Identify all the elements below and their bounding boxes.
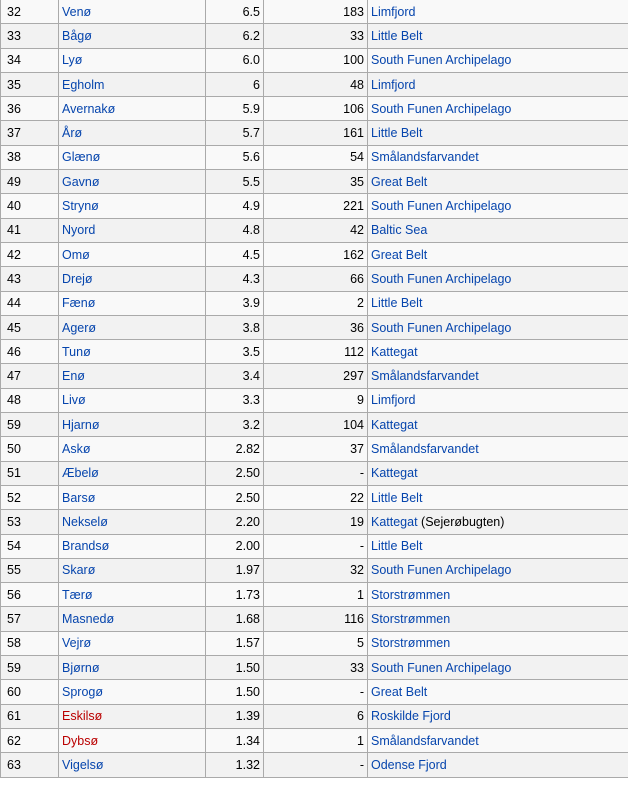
area-cell: 5.5 xyxy=(206,170,264,194)
water-body-cell xyxy=(368,194,628,218)
table-row xyxy=(1,315,628,339)
table-row xyxy=(1,680,628,704)
island-name-cell xyxy=(59,510,206,534)
island-name-cell xyxy=(59,728,206,752)
island-name-cell xyxy=(59,218,206,242)
island-name-cell xyxy=(59,704,206,728)
population-cell: 22 xyxy=(264,485,368,509)
rank-cell: 44 xyxy=(1,291,59,315)
area-cell: 6 xyxy=(206,72,264,96)
population-cell: 162 xyxy=(264,242,368,266)
water-body-cell xyxy=(368,704,628,728)
island-name-cell xyxy=(59,413,206,437)
water-body-link[interactable]: Smålandsfarvandet xyxy=(371,441,479,456)
water-body-link[interactable]: Limfjord xyxy=(371,393,416,408)
island-name-cell xyxy=(59,534,206,558)
water-body-cell xyxy=(368,583,628,607)
water-body-cell xyxy=(368,170,628,194)
water-body-link[interactable]: South Funen Archipelago xyxy=(371,53,512,68)
table-row xyxy=(1,558,628,582)
island-link[interactable]: Strynø xyxy=(62,199,99,214)
population-cell: 33 xyxy=(264,656,368,680)
population-cell: 104 xyxy=(264,413,368,437)
water-body-cell xyxy=(368,753,628,777)
population-cell: 66 xyxy=(264,267,368,291)
rank-cell: 37 xyxy=(1,121,59,145)
island-link[interactable]: Hjarnø xyxy=(62,417,100,432)
water-body-link[interactable]: Kattegat xyxy=(371,417,418,432)
area-cell: 5.7 xyxy=(206,121,264,145)
water-body-link[interactable]: Little Belt xyxy=(371,28,423,43)
rank-cell: 54 xyxy=(1,534,59,558)
island-name-cell xyxy=(59,558,206,582)
island-name-cell xyxy=(59,121,206,145)
table-row xyxy=(1,291,628,315)
table-row xyxy=(1,388,628,412)
water-body-cell xyxy=(368,558,628,582)
water-body-link[interactable]: Great Belt xyxy=(371,174,428,189)
water-body-cell xyxy=(368,656,628,680)
water-body-link[interactable]: Kattegat xyxy=(371,344,418,359)
island-link[interactable]: Nyord xyxy=(62,223,96,238)
area-cell: 4.3 xyxy=(206,267,264,291)
population-cell: 2 xyxy=(264,291,368,315)
area-cell: 3.5 xyxy=(206,340,264,364)
water-body-link[interactable]: South Funen Archipelago xyxy=(371,320,512,335)
population-cell: 116 xyxy=(264,607,368,631)
table-row xyxy=(1,534,628,558)
rank-cell: 63 xyxy=(1,753,59,777)
rank-cell: 43 xyxy=(1,267,59,291)
table-row xyxy=(1,218,628,242)
table-row xyxy=(1,510,628,534)
population-cell: - xyxy=(264,753,368,777)
island-link[interactable]: Gavnø xyxy=(62,174,100,189)
island-name-cell xyxy=(59,267,206,291)
table-row xyxy=(1,242,628,266)
area-cell: 4.8 xyxy=(206,218,264,242)
island-link[interactable]: Årø xyxy=(62,126,83,141)
population-cell: - xyxy=(264,534,368,558)
rank-cell: 56 xyxy=(1,583,59,607)
water-body-cell xyxy=(368,97,628,121)
water-body-link[interactable]: Little Belt xyxy=(371,539,423,554)
islands-table-body xyxy=(1,0,628,777)
table-row xyxy=(1,145,628,169)
water-body-cell xyxy=(368,145,628,169)
population-cell: 161 xyxy=(264,121,368,145)
table-row xyxy=(1,607,628,631)
table-row xyxy=(1,121,628,145)
water-body-link[interactable]: Little Belt xyxy=(371,296,423,311)
table-row xyxy=(1,48,628,72)
rank-cell: 50 xyxy=(1,437,59,461)
water-body-link[interactable]: Kattegat xyxy=(371,466,418,481)
island-link[interactable]: Fænø xyxy=(62,296,96,311)
population-cell: 221 xyxy=(264,194,368,218)
island-name-cell xyxy=(59,24,206,48)
water-body-cell xyxy=(368,485,628,509)
island-name-cell xyxy=(59,388,206,412)
island-name-cell xyxy=(59,72,206,96)
area-cell: 6.5 xyxy=(206,0,264,24)
water-body-link[interactable]: South Funen Archipelago xyxy=(371,660,512,675)
water-body-link[interactable]: Limfjord xyxy=(371,77,416,92)
water-body-link[interactable]: Storstrømmen xyxy=(371,587,451,602)
population-cell: 48 xyxy=(264,72,368,96)
area-cell: 3.2 xyxy=(206,413,264,437)
rank-cell: 32 xyxy=(1,0,59,24)
water-body-cell xyxy=(368,631,628,655)
area-cell: 4.9 xyxy=(206,194,264,218)
rank-cell: 34 xyxy=(1,48,59,72)
area-cell: 3.4 xyxy=(206,364,264,388)
rank-cell: 49 xyxy=(1,170,59,194)
area-cell: 5.9 xyxy=(206,97,264,121)
table-row xyxy=(1,728,628,752)
island-link[interactable]: Sprogø xyxy=(62,684,103,699)
water-body-link[interactable]: Baltic Sea xyxy=(371,223,428,238)
island-link[interactable]: Dybsø xyxy=(62,733,99,748)
island-link[interactable]: Enø xyxy=(62,369,85,384)
table-row xyxy=(1,170,628,194)
island-link[interactable]: Tærø xyxy=(62,587,93,602)
population-cell: 42 xyxy=(264,218,368,242)
water-body-cell xyxy=(368,607,628,631)
table-row xyxy=(1,631,628,655)
water-body-link[interactable]: Roskilde Fjord xyxy=(371,709,451,724)
area-cell: 1.73 xyxy=(206,583,264,607)
island-name-cell xyxy=(59,753,206,777)
area-cell: 1.39 xyxy=(206,704,264,728)
water-body-link[interactable]: Great Belt xyxy=(371,247,428,262)
area-cell: 1.34 xyxy=(206,728,264,752)
rank-cell: 46 xyxy=(1,340,59,364)
rank-cell: 33 xyxy=(1,24,59,48)
island-name-cell xyxy=(59,607,206,631)
water-body-cell xyxy=(368,121,628,145)
population-cell: 54 xyxy=(264,145,368,169)
island-name-cell xyxy=(59,340,206,364)
population-cell: - xyxy=(264,461,368,485)
water-body-cell xyxy=(368,461,628,485)
population-cell: 112 xyxy=(264,340,368,364)
island-name-cell xyxy=(59,0,206,24)
island-name-cell xyxy=(59,97,206,121)
island-name-cell xyxy=(59,291,206,315)
water-body-cell xyxy=(368,0,628,24)
island-name-cell xyxy=(59,170,206,194)
island-link[interactable]: Bågø xyxy=(62,28,92,43)
water-body-link[interactable]: Little Belt xyxy=(371,126,423,141)
rank-cell: 62 xyxy=(1,728,59,752)
rank-cell: 61 xyxy=(1,704,59,728)
population-cell: 19 xyxy=(264,510,368,534)
area-cell: 6.2 xyxy=(206,24,264,48)
rank-cell: 57 xyxy=(1,607,59,631)
water-body-link[interactable]: South Funen Archipelago xyxy=(371,199,512,214)
population-cell: 32 xyxy=(264,558,368,582)
table-row xyxy=(1,364,628,388)
area-cell: 2.50 xyxy=(206,461,264,485)
area-cell: 2.82 xyxy=(206,437,264,461)
population-cell: 6 xyxy=(264,704,368,728)
water-body-cell xyxy=(368,24,628,48)
island-link[interactable]: Eskilsø xyxy=(62,709,103,724)
island-name-cell xyxy=(59,485,206,509)
water-body-cell xyxy=(368,291,628,315)
rank-cell: 36 xyxy=(1,97,59,121)
population-cell: 36 xyxy=(264,315,368,339)
table-row xyxy=(1,24,628,48)
rank-cell: 51 xyxy=(1,461,59,485)
population-cell: 5 xyxy=(264,631,368,655)
table-row xyxy=(1,0,628,24)
rank-cell: 35 xyxy=(1,72,59,96)
island-link[interactable]: Nekselø xyxy=(62,514,108,529)
table-row xyxy=(1,194,628,218)
water-body-link[interactable]: South Funen Archipelago xyxy=(371,271,512,286)
water-body-link[interactable]: Limfjord xyxy=(371,4,416,19)
area-cell: 3.8 xyxy=(206,315,264,339)
island-link[interactable]: Lyø xyxy=(62,53,83,68)
water-body-cell xyxy=(368,315,628,339)
rank-cell: 53 xyxy=(1,510,59,534)
island-link[interactable]: Egholm xyxy=(62,77,105,92)
population-cell: - xyxy=(264,680,368,704)
table-row xyxy=(1,753,628,777)
rank-cell: 47 xyxy=(1,364,59,388)
island-name-cell xyxy=(59,315,206,339)
water-body-cell xyxy=(368,218,628,242)
water-body-link[interactable]: South Funen Archipelago xyxy=(371,563,512,578)
water-body-cell xyxy=(368,680,628,704)
rank-cell: 52 xyxy=(1,485,59,509)
water-body-cell xyxy=(368,267,628,291)
table-row xyxy=(1,340,628,364)
island-link[interactable]: Livø xyxy=(62,393,86,408)
rank-cell: 60 xyxy=(1,680,59,704)
area-cell: 1.50 xyxy=(206,656,264,680)
area-cell: 4.5 xyxy=(206,242,264,266)
table-row xyxy=(1,485,628,509)
rank-cell: 42 xyxy=(1,242,59,266)
water-body-link[interactable]: Smålandsfarvandet xyxy=(371,150,479,165)
area-cell: 2.50 xyxy=(206,485,264,509)
population-cell: 37 xyxy=(264,437,368,461)
water-body-link[interactable]: Little Belt xyxy=(371,490,423,505)
water-body-cell xyxy=(368,534,628,558)
island-link[interactable]: Brandsø xyxy=(62,539,110,554)
island-name-cell xyxy=(59,364,206,388)
island-link[interactable]: Skarø xyxy=(62,563,96,578)
area-cell: 5.6 xyxy=(206,145,264,169)
water-body-cell xyxy=(368,48,628,72)
population-cell: 100 xyxy=(264,48,368,72)
water-body-cell xyxy=(368,728,628,752)
rank-cell: 45 xyxy=(1,315,59,339)
island-link[interactable]: Tunø xyxy=(62,344,91,359)
area-cell: 1.32 xyxy=(206,753,264,777)
water-body-link[interactable]: Odense Fjord xyxy=(371,757,447,772)
island-link[interactable]: Venø xyxy=(62,4,92,19)
water-body-cell xyxy=(368,72,628,96)
island-link[interactable]: Askø xyxy=(62,441,91,456)
table-row xyxy=(1,656,628,680)
water-body-link[interactable]: Smålandsfarvandet xyxy=(371,369,479,384)
rank-cell: 48 xyxy=(1,388,59,412)
island-name-cell xyxy=(59,631,206,655)
island-link[interactable]: Avernakø xyxy=(62,101,116,116)
rank-cell: 59 xyxy=(1,413,59,437)
population-cell: 33 xyxy=(264,24,368,48)
population-cell: 297 xyxy=(264,364,368,388)
population-cell: 1 xyxy=(264,583,368,607)
area-cell: 1.57 xyxy=(206,631,264,655)
area-cell: 3.3 xyxy=(206,388,264,412)
area-cell: 2.00 xyxy=(206,534,264,558)
island-name-cell xyxy=(59,242,206,266)
table-row xyxy=(1,72,628,96)
table-row xyxy=(1,413,628,437)
water-body-link[interactable]: Kattegat xyxy=(371,514,418,529)
rank-cell: 59 xyxy=(1,656,59,680)
water-body-link[interactable]: Great Belt xyxy=(371,684,428,699)
island-link[interactable]: Agerø xyxy=(62,320,97,335)
island-name-cell xyxy=(59,680,206,704)
island-link[interactable]: Vejrø xyxy=(62,636,92,651)
table-row xyxy=(1,583,628,607)
water-body-cell xyxy=(368,340,628,364)
population-cell: 106 xyxy=(264,97,368,121)
water-body-link[interactable]: Storstrømmen xyxy=(371,636,451,651)
rank-cell: 55 xyxy=(1,558,59,582)
island-name-cell xyxy=(59,145,206,169)
rank-cell: 58 xyxy=(1,631,59,655)
area-cell: 3.9 xyxy=(206,291,264,315)
water-body-note: (Sejerøbugten) xyxy=(417,514,505,529)
island-link[interactable]: Vigelsø xyxy=(62,757,104,772)
water-body-link[interactable]: Storstrømmen xyxy=(371,612,451,627)
population-cell: 9 xyxy=(264,388,368,412)
water-body-link[interactable]: Smålandsfarvandet xyxy=(371,733,479,748)
rank-cell: 40 xyxy=(1,194,59,218)
island-name-cell xyxy=(59,656,206,680)
island-name-cell xyxy=(59,583,206,607)
water-body-cell xyxy=(368,364,628,388)
area-cell: 1.97 xyxy=(206,558,264,582)
table-row xyxy=(1,461,628,485)
water-body-cell xyxy=(368,413,628,437)
rank-cell: 38 xyxy=(1,145,59,169)
water-body-cell xyxy=(368,242,628,266)
island-link[interactable]: Drejø xyxy=(62,271,93,286)
water-body-cell xyxy=(368,388,628,412)
island-name-cell xyxy=(59,194,206,218)
population-cell: 35 xyxy=(264,170,368,194)
area-cell: 1.68 xyxy=(206,607,264,631)
rank-cell: 41 xyxy=(1,218,59,242)
water-body-cell xyxy=(368,510,628,534)
island-link[interactable]: Æbelø xyxy=(62,466,99,481)
table-row xyxy=(1,97,628,121)
population-cell: 1 xyxy=(264,728,368,752)
island-link[interactable]: Bjørnø xyxy=(62,660,100,675)
population-cell: 183 xyxy=(264,0,368,24)
area-cell: 6.0 xyxy=(206,48,264,72)
table-row xyxy=(1,267,628,291)
area-cell: 1.50 xyxy=(206,680,264,704)
island-name-cell xyxy=(59,48,206,72)
island-name-cell xyxy=(59,437,206,461)
area-cell: 2.20 xyxy=(206,510,264,534)
table-row xyxy=(1,704,628,728)
island-link[interactable]: Masnedø xyxy=(62,612,115,627)
water-body-cell xyxy=(368,437,628,461)
island-link[interactable]: Glænø xyxy=(62,150,101,165)
water-body-link[interactable]: South Funen Archipelago xyxy=(371,101,512,116)
table-row xyxy=(1,437,628,461)
island-name-cell xyxy=(59,461,206,485)
island-link[interactable]: Barsø xyxy=(62,490,96,505)
island-link[interactable]: Omø xyxy=(62,247,90,262)
